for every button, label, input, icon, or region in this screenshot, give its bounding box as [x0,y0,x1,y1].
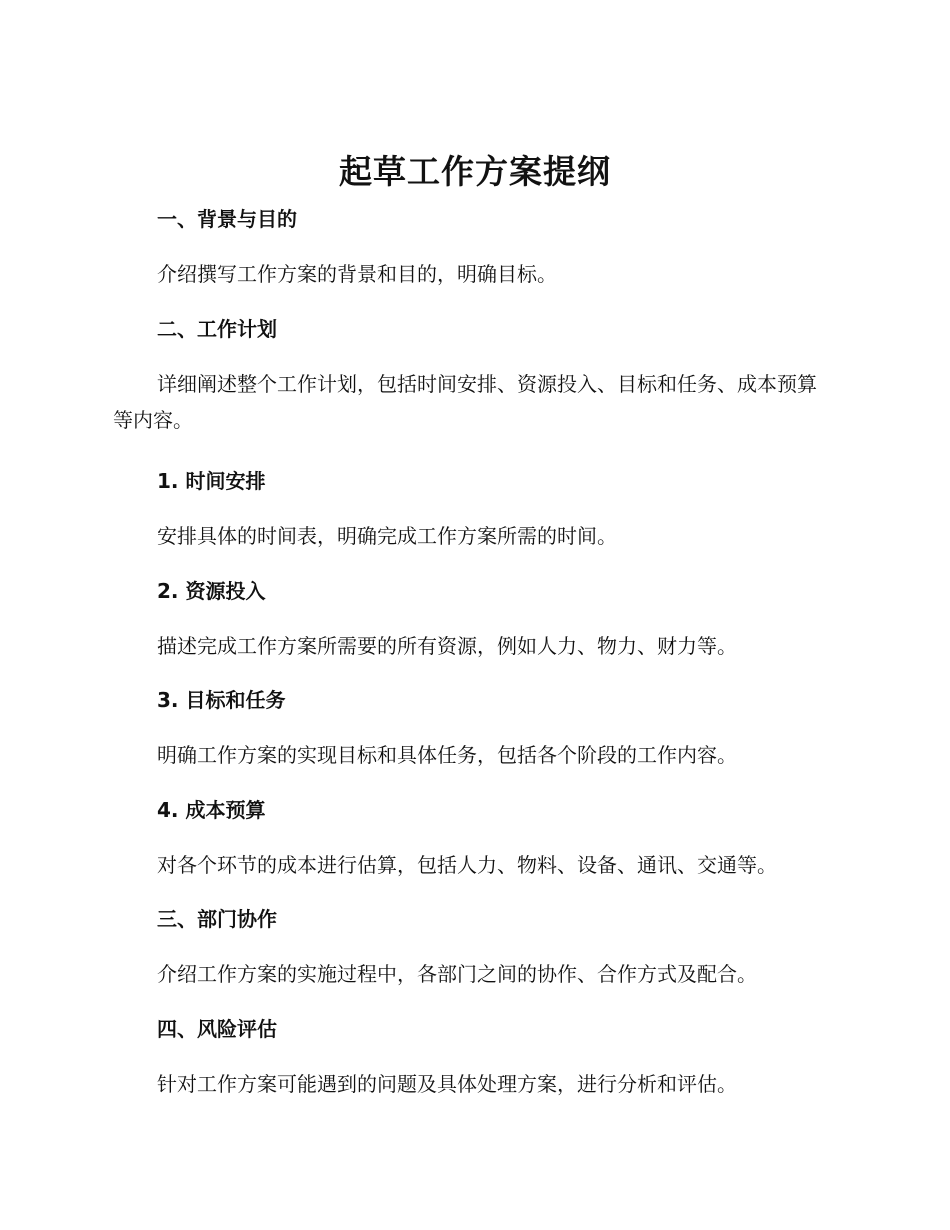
section-heading-cost-budget: 4. 成本预算 [157,798,266,822]
section-body-goals-tasks: 明确工作方案的实现目标和具体任务，包括各个阶段的工作内容。 [157,743,737,767]
section-heading-risk-assessment: 四、风险评估 [157,1017,277,1041]
section-heading-background: 一、背景与目的 [157,207,297,231]
section-heading-goals-tasks: 3. 目标和任务 [157,688,286,712]
section-heading-collaboration: 三、部门协作 [157,907,277,931]
section-heading-work-plan: 二、工作计划 [157,317,277,341]
section-body-background: 介绍撰写工作方案的背景和目的，明确目标。 [157,262,557,286]
document-title: 起草工作方案提纲 [339,152,611,191]
section-body-cost-budget: 对各个环节的成本进行估算，包括人力、物料、设备、通讯、交通等。 [157,853,777,877]
section-body-schedule: 安排具体的时间表，明确完成工作方案所需的时间。 [157,524,617,548]
section-body-risk-assessment: 针对工作方案可能遇到的问题及具体处理方案，进行分析和评估。 [157,1072,737,1096]
section-heading-resources: 2. 资源投入 [157,579,266,603]
section-body-work-plan: 详细阐述整个工作计划，包括时间安排、资源投入、目标和任务、成本预算等内容。 [113,372,817,432]
section-body-collaboration: 介绍工作方案的实施过程中，各部门之间的协作、合作方式及配合。 [157,962,757,986]
section-body-resources: 描述完成工作方案所需要的所有资源，例如人力、物力、财力等。 [157,634,737,658]
section-heading-schedule: 1. 时间安排 [157,469,266,493]
